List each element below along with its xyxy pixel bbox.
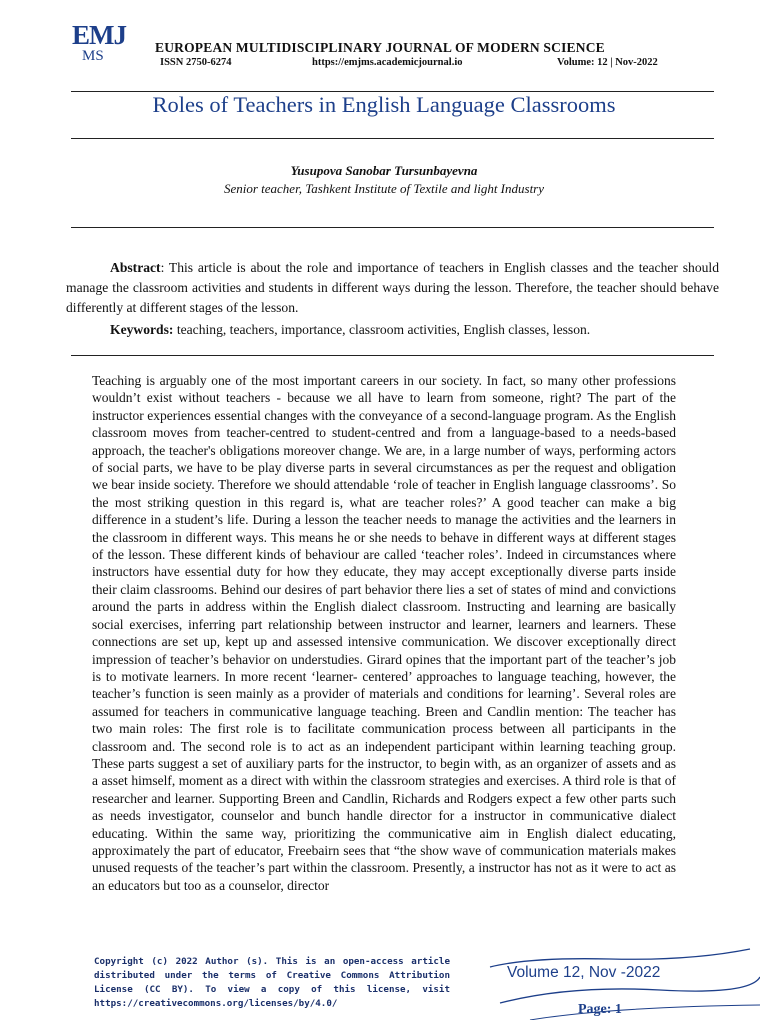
keywords-label: Keywords: [110,322,174,337]
body-text: Teaching is arguably one of the most important careers in our society. In fact, so many other professions wouldn’t exist without teachers - because we all have to learn from someone, right? The part of the instructor experiences essential changes with the conveyance of a second-language program. As the English classroom moves from teacher-centred to student-centred and from a language-based to a needs-based approach, the teacher's obligations moreover change. We are, in a large number of ways, performing actors of social parts, we have to be play diverse parts in several circumstances as per the request and obligation we bear inside society. Therefore we should attendable ‘role of teacher in English language classrooms’. So the most striking question in this regard is, what are teacher roles?’ A good teacher can make a big difference in a student’s life. During a lesson the teacher needs to manage the activities and the learners in the classroom in different ways. This means he or she needs to behave in different ways at different stages of the lesson. These different kinds of behaviour are called ‘teacher roles’. Indeed in circumstances where instructors have essential duty for how they educate, they may accept exceptionally diverse parts inside their claim classrooms. Behind our desires of part behavior there lies a set of states of mind and convictions around the parts in address within the English dialect classroom. Instructing and learning are basically social exercises, inferring part relationship between instructor and learner, learners and learners. These connections are set up, kept up and assessed intensive communication. We discover exceptionally direct impression of teacher’s behavior on understudies. Girard opines that the important part of the teacher’s job is to motivate learners. In more recent ‘learner- centered’ approaches to language teaching, however, the teacher’s function is seen mainly as a provider of materials and conditions for learning’. Several roles are assumed for teachers in communicative language teaching. Breen and Candlin mention: The teacher has two main roles: The first role is to facilitate communication process between all participants in the classroom and. The second role is to act as an independent participant within learning teaching group. These parts suggest a set of auxiliary parts for the instructor, to begin with, as an organizer of assets and as a asset himself, moment as a direct with within the classroom strategies and exercises. A third role is that of researcher and learner. Supporting Breen and Candlin, Richards and Rodgers expect a few other parts such as needs investigator, counselor and bunch handle director for a instructor in communicative dialect educating. Within the same way, prioritizing the communicative aim in English dialect educating, approximately the part of educator, Freebairn sees that “the show wave of communication materials makes unused requests of the teacher’s part within the classroom. Presently, a instructor has not as it were to act as an educators but too as a counselor, director [92,373,676,893]
abstract-label: Abstract [110,260,161,275]
author-affiliation: Senior teacher, Tashkent Institute of Textile and light Industry [223,181,545,196]
article-title: Roles of Teachers in English Language Classrooms [152,92,616,117]
journal-logo [72,22,128,68]
copyright-notice: Copyright (c) 2022 Author (s). This is an open-access article distributed under the terms of Creative Commons Attribution License (CC BY). To view a copy of this license, visit https://creativecommons.org/licenses/by/4.0/ [94,956,450,1009]
keywords-text: teaching, teachers, importance, classroom activities, English classes, lesson. [173,322,591,337]
header-volume: Volume: 12 | Nov-2022 [557,57,658,68]
author-rule [71,227,714,228]
abstract [66,258,719,318]
keywords-rule [71,355,714,356]
journal-name: EUROPEAN MULTIDISCIPLINARY JOURNAL OF MODERN SCIENCE [155,40,605,55]
page-number: Page: 1 [578,1002,622,1017]
logo-bottom-text: MS [82,48,104,64]
logo-top-text: EMJ [72,20,126,50]
title-rule [71,138,714,139]
author-name: Yusupova Sanobar Tursunbayevna [290,163,478,178]
issn: ISSN 2750-6274 [160,57,232,68]
footer-volume: Volume 12, Nov -2022 [507,964,661,981]
keywords [110,322,590,338]
abstract-text: : This article is about the role and importance of teachers in English classes and the teacher should manage the classroom activities and students in different ways during the lesson. Therefore, the teacher should behave differently at different stages of the lesson. [66,260,719,315]
journal-url[interactable]: https://emjms.academicjournal.io [312,57,463,68]
